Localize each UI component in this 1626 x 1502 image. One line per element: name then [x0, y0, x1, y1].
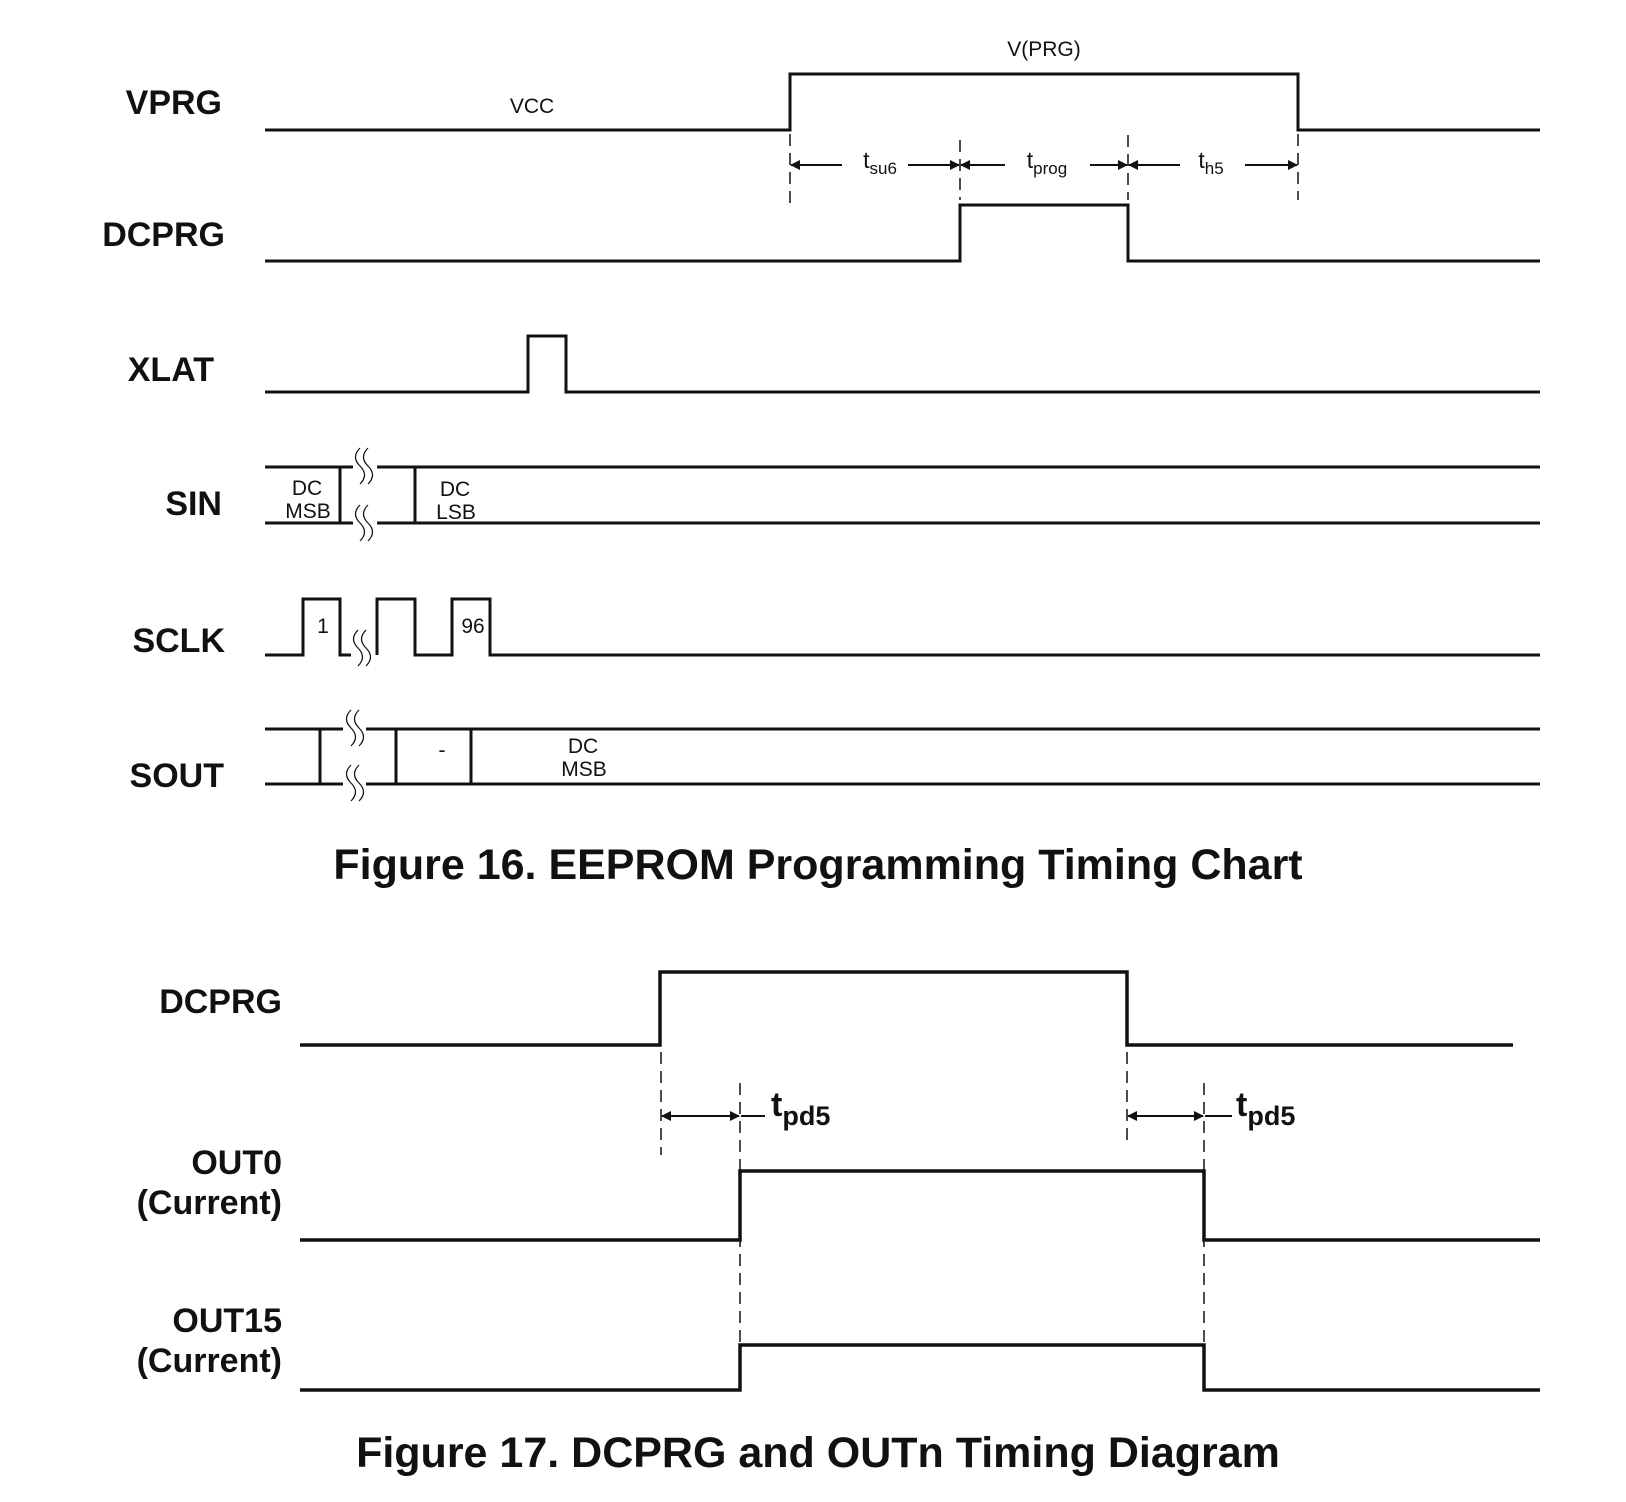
figure-17-caption: Figure 17. DCPRG and OUTn Timing Diagram [356, 1429, 1280, 1477]
figure-16-caption: Figure 16. EEPROM Programming Timing Chart [333, 841, 1303, 889]
xlat-waveform [265, 336, 1540, 392]
out15-waveform [300, 1345, 1540, 1390]
break-squiggle [356, 505, 373, 541]
dcprg-17-waveform [300, 972, 1513, 1045]
sin-msb-label: MSB [285, 500, 331, 523]
out0-waveform [300, 1171, 1540, 1240]
figure-17 [137, 972, 1540, 1477]
th5-label: $t_{h5}$ [1198, 147, 1224, 178]
tprog-label: $t_{prog}$ [1026, 147, 1068, 178]
sout-msb-label: MSB [561, 758, 607, 781]
signal-label-xlat: XLAT [127, 351, 214, 389]
tpd5-fall-label: $t_{pd5}$ [1236, 1086, 1296, 1131]
sout-dc-label: DC [567, 735, 599, 758]
tpd5-rise-dimension [662, 1086, 830, 1131]
tprog-dimension [961, 147, 1127, 178]
figure-16 [102, 38, 1540, 889]
signal-label-vprg: VPRG [125, 84, 222, 122]
vprg-low-label: VCC [509, 95, 555, 118]
break-squiggle [354, 630, 371, 666]
break-squiggle [356, 448, 373, 484]
signal-label-out0-current: (Current) [136, 1184, 282, 1222]
signal-label-out0: OUT0 [191, 1144, 282, 1182]
signal-label-dcprg: DCPRG [102, 216, 225, 254]
sclk-pulse-1-label: 1 [317, 615, 329, 638]
signal-label-sin: SIN [165, 485, 222, 523]
tpd5-rise-label: $t_{pd5}$ [771, 1086, 831, 1131]
vprg-high-label: V(PRG) [1007, 38, 1081, 61]
tpd5-fall-dimension [1128, 1086, 1295, 1131]
sin-dc-label-1: DC [291, 477, 323, 500]
signal-label-out15-current: (Current) [136, 1342, 282, 1380]
dcprg-waveform [265, 205, 1540, 261]
sin-lsb-label: LSB [436, 501, 476, 524]
sout-dash-label: - [438, 739, 446, 762]
vprg-waveform [265, 74, 1540, 130]
sin-bus [265, 448, 1540, 541]
sout-bus [265, 710, 1540, 801]
signal-label-sout: SOUT [129, 757, 224, 795]
sin-dc-label-2: DC [439, 478, 471, 501]
break-squiggle [347, 765, 364, 801]
break-squiggle [347, 710, 364, 746]
th5-dimension [1129, 147, 1297, 178]
tsu6-dimension [791, 147, 959, 178]
sclk-pulse-96-label: 96 [461, 615, 485, 638]
signal-label-out15: OUT15 [172, 1302, 282, 1340]
signal-label-dcprg-17: DCPRG [159, 983, 282, 1021]
signal-label-sclk: SCLK [132, 622, 225, 660]
sclk-waveform [265, 599, 1540, 666]
tsu6-label: $t_{su6}$ [863, 147, 897, 178]
